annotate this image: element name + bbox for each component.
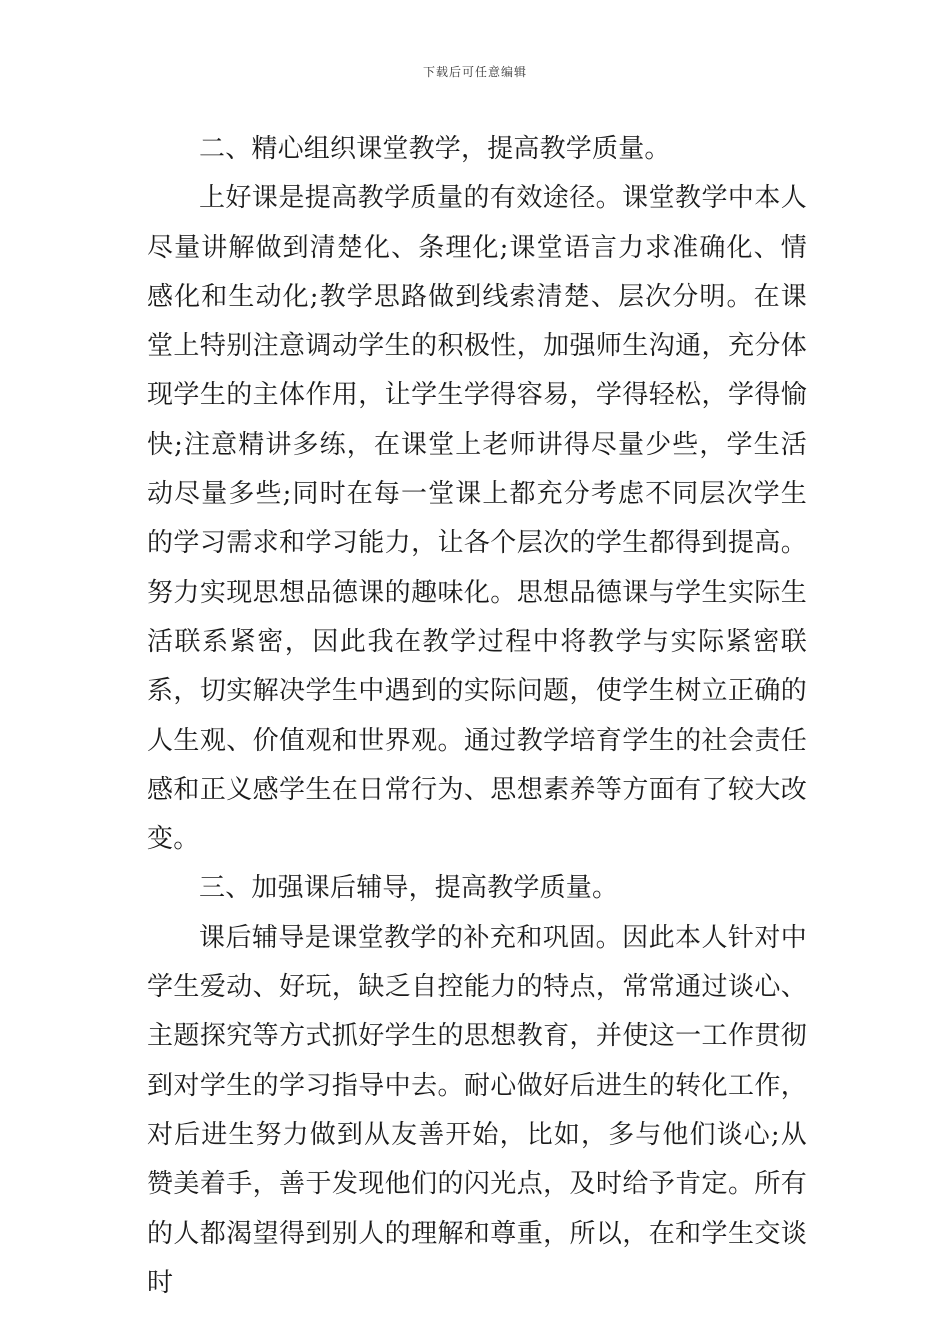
body-text <box>147 125 807 1308</box>
section-heading-two: 二、精心组织课堂教学，提高教学质量。 <box>199 134 671 164</box>
section-heading-three: 三、加强课后辅导，提高教学质量。 <box>199 873 619 904</box>
header-note: 下载后可任意编辑 <box>422 65 527 79</box>
paragraph-classroom-teaching: 上好课是提高教学质量的有效途径。课堂教学中本人尽量讲解做到清楚化、条理化;课堂语言力求准确化、情感化和生动化;教学思路做到线索清楚、层次分明。在课堂上特别注意调动学生的积极性，加强师生沟通，充分体现学生的主体作用，让学生学得容易，学得轻松，学得愉快;注意精讲多练，在课堂上老师讲得尽量少些，学生活动尽量多些;同时在每一堂课上都充分考虑不同层次学生的学习需求和学习能力，让各个层次的学生都得到提高。努力实现思想品德课的趣味化。思想品德课与学生实际生活联系紧密，因此我在教学过程中将教学与实际紧密联系，切实解决学生中遇到的实际问题，使学生树立正确的人生观、价值观和世界观。通过教学培育学生的社会责任感和正义感学生在日常行为、思想素养等方面有了较大改变。 <box>147 183 807 855</box>
paragraph-after-class-tutoring: 课后辅导是课堂教学的补充和巩固。因此本人针对中学生爱动、好玩，缺乏自控能力的特点，常常通过谈心、主题探究等方式抓好学生的思想教育，并使这一工作贯彻到对学生的学习指导中去。耐心做好后进生的转化工作，对后进生努力做到从友善开始，比如，多与他们谈心;从赞美着手，善于发现他们的闪光点，及时给予肯定。所有的人都渴望得到别人的理解和尊重，所以，在和学生交谈时 <box>147 922 807 1298</box>
